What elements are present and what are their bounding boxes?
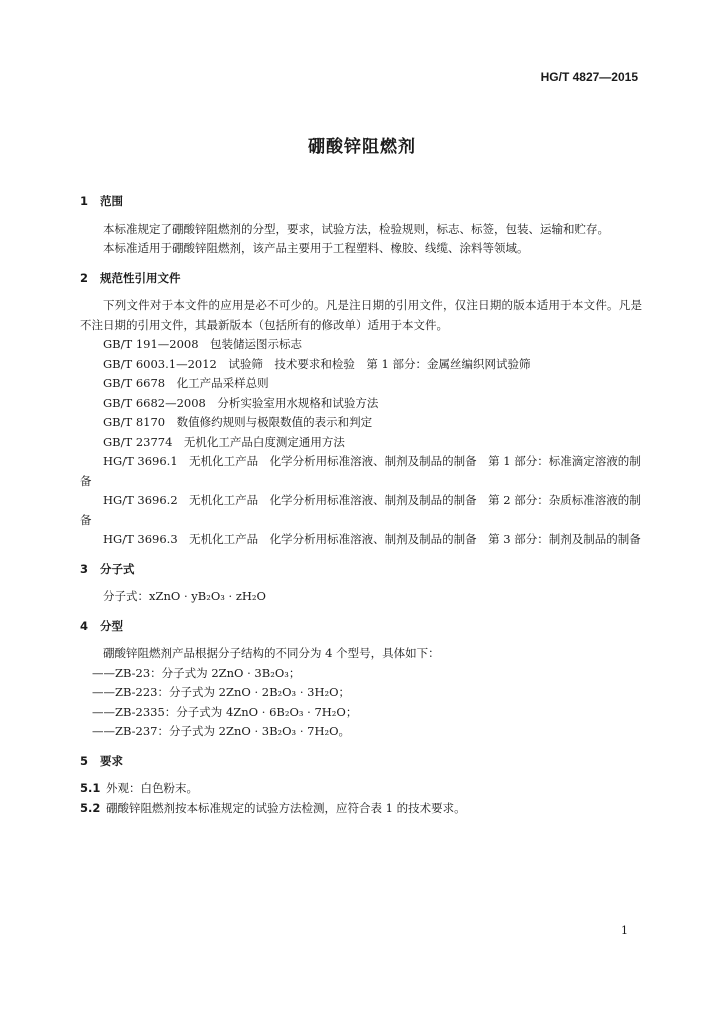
reference-item: HG/T 3696.1 无机化工产品 化学分析用标准溶液、制剂及制品的制备 第 1 部分：标准滴定溶液的制备 <box>80 454 641 488</box>
section-3-heading <box>80 560 642 580</box>
reference-item: HG/T 3696.3 无机化工产品 化学分析用标准溶液、制剂及制品的制备 第 3 部分：制剂及制品的制备 <box>103 532 641 546</box>
standard-code: HG/T 4827—2015 <box>540 70 638 84</box>
section-4-heading <box>80 617 642 637</box>
section-number: 1 <box>80 194 89 208</box>
section-title: 要求 <box>100 753 123 768</box>
section-title: 规范性引用文件 <box>100 270 181 285</box>
reference-item: GB/T 191—2008 包装储运图示标志 <box>103 337 303 351</box>
section-number: 4 <box>80 618 89 633</box>
paragraph: 硼酸锌阻燃剂产品根据分子结构的不同分为 4 个型号，具体如下： <box>103 646 440 660</box>
clause-text: 硼酸锌阻燃剂按本标准规定的试验方法检测，应符合表 1 的技术要求。 <box>106 800 466 815</box>
reference-item: GB/T 23774 无机化工产品白度测定通用方法 <box>103 434 345 449</box>
section-5-heading <box>80 752 642 772</box>
section-title: 分子式 <box>100 561 135 576</box>
type-list-item: ——ZB-237：分子式为 2ZnO · 3B₂O₃ · 7H₂O。 <box>92 724 351 738</box>
document-title: 硼酸锌阻燃剂 <box>308 137 416 157</box>
reference-item: GB/T 6678 化工产品采样总则 <box>103 376 269 390</box>
clause-item <box>80 799 642 819</box>
type-list-item: ——ZB-2335：分子式为 4ZnO · 6B₂O₃ · 7H₂O； <box>92 704 358 719</box>
clause-number: 5.2 <box>80 800 101 815</box>
reference-item: HG/T 3696.2 无机化工产品 化学分析用标准溶液、制剂及制品的制备 第 2 部分：杂质标准溶液的制备 <box>80 493 641 527</box>
reference-item: GB/T 8170 数值修约规则与极限数值的表示和判定 <box>103 415 373 429</box>
reference-item: GB/T 6003.1—2012 试验筛 技术要求和检验 第 1 部分：金属丝编织网试验筛 <box>103 356 531 371</box>
section-title: 分型 <box>100 618 123 633</box>
page-number: 1 <box>621 924 628 937</box>
clause-item <box>80 779 642 799</box>
molecular-formula: 分子式：xZnO · yB₂O₃ · zH₂O <box>103 589 266 603</box>
section-2-heading <box>80 269 642 289</box>
section-number: 3 <box>80 561 89 576</box>
paragraph: 下列文件对于本文件的应用是必不可少的。凡是注日期的引用文件，仅注日期的版本适用于本文件。凡是不注日期的引用文件，其最新版本（包括所有的修改单）适用于本文件。 <box>80 298 642 332</box>
type-list-item: ——ZB-223：分子式为 2ZnO · 2B₂O₃ · 3H₂O； <box>92 685 351 699</box>
paragraph: 本标准适用于硼酸锌阻燃剂，该产品主要用于工程塑料、橡胶、线缆、涂料等领域。 <box>103 241 529 255</box>
type-list-item: ——ZB-23：分子式为 2ZnO · 3B₂O₃； <box>92 665 301 680</box>
clause-number: 5.1 <box>80 781 101 795</box>
section-number: 5 <box>80 753 89 768</box>
section-number: 2 <box>80 270 89 285</box>
paragraph: 本标准规定了硼酸锌阻燃剂的分型，要求，试验方法，检验规则，标志、标签，包装、运输和贮存。 <box>103 221 609 236</box>
document-body <box>80 192 642 818</box>
section-title: 范围 <box>100 194 123 208</box>
section-1-heading <box>80 192 642 212</box>
reference-item: GB/T 6682—2008 分析实验室用水规格和试验方法 <box>103 395 379 410</box>
clause-text: 外观：白色粉末。 <box>106 781 198 795</box>
